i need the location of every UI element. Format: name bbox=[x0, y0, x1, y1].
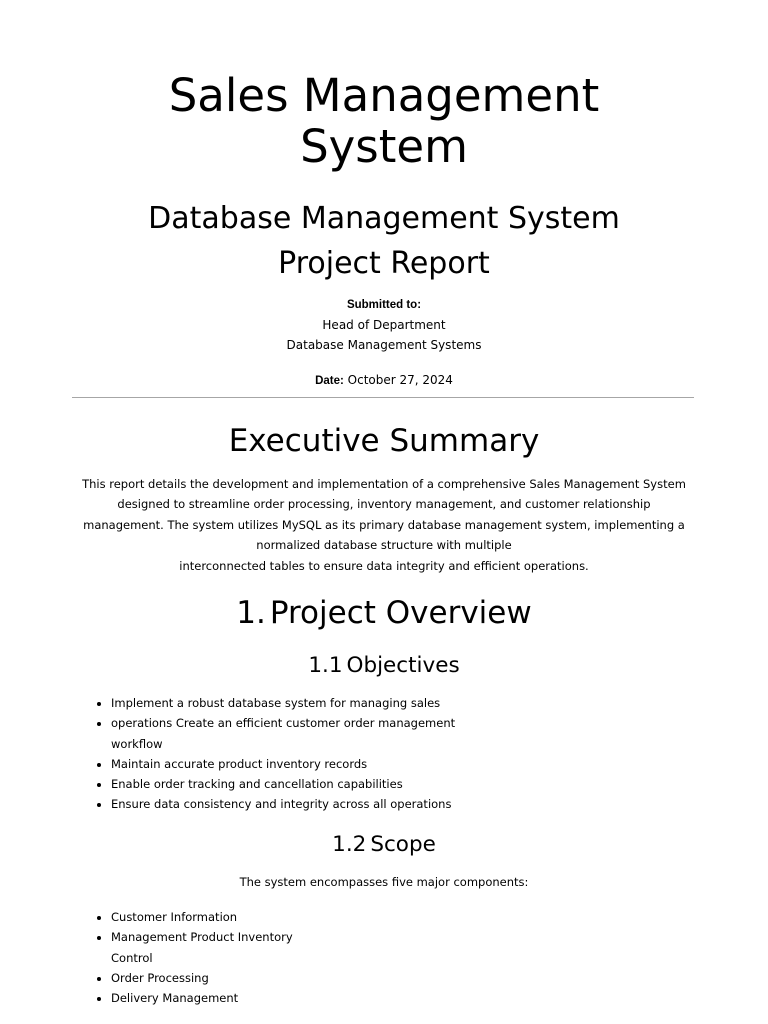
section-divider bbox=[72, 397, 694, 398]
scope-intro: The system encompasses five major components: bbox=[239, 875, 529, 889]
date-line bbox=[0, 370, 768, 391]
executive-summary-body bbox=[72, 474, 696, 576]
submitted-to-line-1: Head of Department bbox=[322, 318, 446, 332]
list-item: Maintain accurate product inventory records bbox=[96, 754, 455, 774]
date-value: October 27, 2024 bbox=[347, 373, 453, 387]
document-subtitle-line-2: Project Report bbox=[278, 246, 490, 281]
list-item: Delivery Management bbox=[96, 988, 293, 1008]
subsection-number: 1.1 bbox=[308, 653, 343, 678]
scope-heading bbox=[0, 830, 768, 860]
list-item: Management Product Inventory bbox=[96, 927, 293, 947]
list-item: operations Create an efficient customer order management bbox=[96, 713, 455, 733]
list-item: Ensure data consistency and integrity across all operations bbox=[96, 794, 455, 814]
list-item: Implement a robust database system for managing sales bbox=[96, 693, 455, 713]
executive-summary-line: This report details the development and implementation of a comprehensive Sales Management System bbox=[82, 477, 686, 491]
submitted-to-line-2: Database Management Systems bbox=[286, 338, 482, 352]
executive-summary-heading: Executive Summary bbox=[228, 423, 540, 459]
document-subtitle-line-1: Database Management System bbox=[148, 201, 620, 236]
submitted-to-label: Submitted to: bbox=[346, 299, 422, 311]
subsection-title: Scope bbox=[370, 832, 436, 857]
list-item: Customer Information bbox=[96, 907, 293, 927]
scope-list bbox=[96, 907, 293, 1008]
submitted-to-block bbox=[0, 295, 768, 355]
objectives-list bbox=[96, 693, 455, 815]
list-item: Control bbox=[111, 950, 153, 965]
subsection-title: Objectives bbox=[346, 653, 460, 678]
document-subtitle bbox=[0, 196, 768, 286]
list-item: Order Processing bbox=[96, 968, 293, 988]
section-number: 1. bbox=[236, 595, 266, 631]
section-title: Project Overview bbox=[269, 595, 532, 631]
document-title-line-2: System bbox=[300, 120, 468, 173]
document-title bbox=[0, 70, 768, 172]
executive-summary-line: interconnected tables to ensure data integrity and efficient operations. bbox=[179, 558, 589, 573]
document-title-line-1: Sales Management bbox=[168, 69, 600, 122]
executive-summary-line: management. The system utilizes MySQL as its primary database management system, implementing a bbox=[83, 517, 685, 532]
objectives-heading bbox=[0, 651, 768, 681]
executive-summary-line: normalized database structure with multiple bbox=[256, 538, 512, 553]
project-overview-heading bbox=[0, 592, 768, 634]
subsection-number: 1.2 bbox=[332, 832, 367, 857]
date-label: Date: bbox=[315, 375, 344, 387]
list-item: workflow bbox=[111, 736, 163, 751]
executive-summary-line: designed to streamline order processing, inventory management, and customer relationship bbox=[117, 497, 651, 512]
list-item: Enable order tracking and cancellation capabilities bbox=[96, 774, 455, 794]
